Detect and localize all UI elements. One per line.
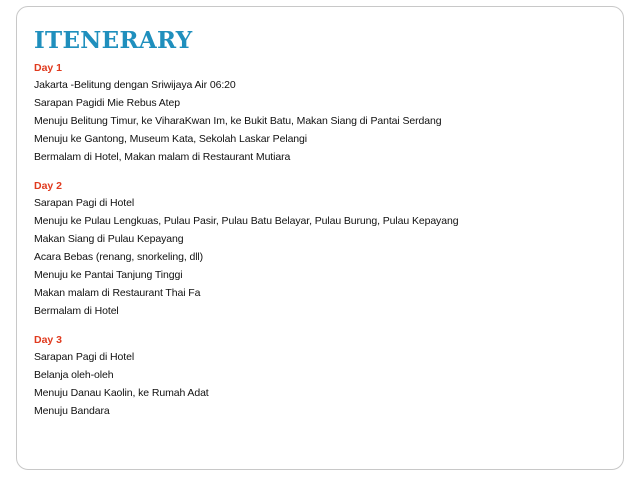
day-2-item: Menuju ke Pulau Lengkuas, Pulau Pasir, Pulau Batu Belayar, Pulau Burung, Pulau Kepayang xyxy=(34,215,459,227)
day-3-section xyxy=(34,333,614,419)
day-2-item: Makan malam di Restaurant Thai Fa xyxy=(34,287,201,299)
day-2-heading: Day 2 xyxy=(34,180,63,192)
day-3-item: Menuju Danau Kaolin, ke Rumah Adat xyxy=(34,387,209,399)
day-3-item: Sarapan Pagi di Hotel xyxy=(34,351,135,363)
day-3-item: Menuju Bandara xyxy=(34,405,110,417)
day-3-item: Belanja oleh-oleh xyxy=(34,369,114,381)
day-2-item: Menuju ke Pantai Tanjung Tinggi xyxy=(34,269,183,281)
day-1-items xyxy=(34,78,614,165)
day-3-heading: Day 3 xyxy=(34,334,63,346)
day-2-item: Acara Bebas (renang, snorkeling, dll) xyxy=(34,251,204,263)
itinerary-content xyxy=(34,61,614,427)
day-1-section xyxy=(34,61,614,165)
day-1-item: Bermalam di Hotel, Makan malam di Restaurant Mutiara xyxy=(34,151,291,163)
day-1-item: Menuju ke Gantong, Museum Kata, Sekolah Laskar Pelangi xyxy=(34,133,308,145)
page-title: ITENERARY xyxy=(34,27,193,54)
day-2-section xyxy=(34,179,614,319)
day-3-items xyxy=(34,350,614,419)
day-1-heading: Day 1 xyxy=(34,62,63,74)
day-2-item: Makan Siang di Pulau Kepayang xyxy=(34,233,184,245)
day-2-item: Bermalam di Hotel xyxy=(34,305,119,317)
day-2-items xyxy=(34,196,614,319)
day-1-item: Jakarta -Belitung dengan Sriwijaya Air 06:20 xyxy=(34,79,236,91)
day-1-item: Menuju Belitung Timur, ke ViharaKwan Im, ke Bukit Batu, Makan Siang di Pantai Serdang xyxy=(34,115,442,127)
day-2-item: Sarapan Pagi di Hotel xyxy=(34,197,135,209)
day-1-item: Sarapan Pagidi Mie Rebus Atep xyxy=(34,97,180,109)
